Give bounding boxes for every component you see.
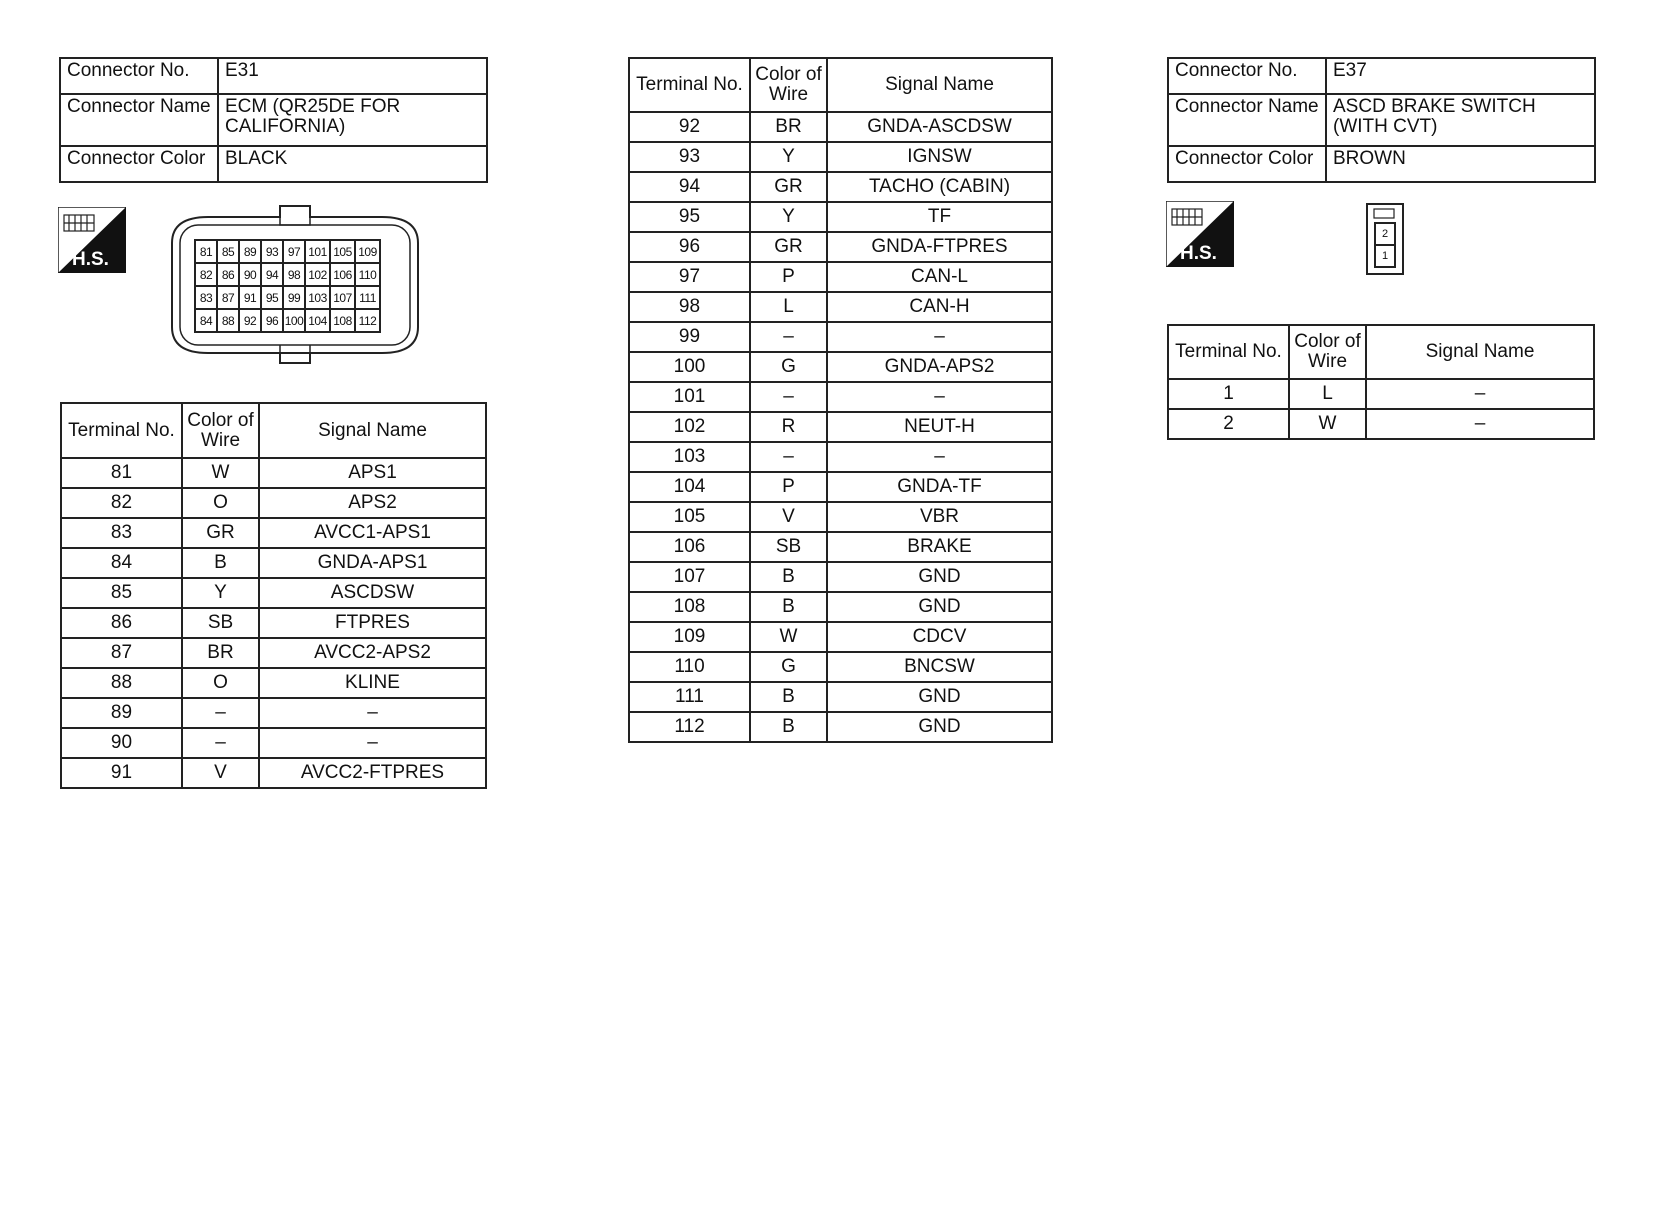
header-terminal-no: Terminal No. — [629, 58, 750, 112]
header-wire-color: Color of Wire — [750, 58, 827, 112]
wire-color-cell: P — [750, 472, 827, 502]
terminal-pin: 96 — [261, 309, 283, 332]
signal-name-cell: VBR — [827, 502, 1052, 532]
harness-side-icon — [58, 207, 126, 273]
terminal-no-cell: 82 — [61, 488, 182, 518]
wire-color-cell: O — [182, 668, 259, 698]
terminal-pin: 102 — [305, 263, 330, 286]
terminal-no-cell: 1 — [1168, 379, 1289, 409]
table-row — [629, 592, 1052, 622]
signal-name-cell: IGNSW — [827, 142, 1052, 172]
terminal-pin: 95 — [261, 286, 283, 309]
table-row — [629, 112, 1052, 142]
wire-color-cell: L — [750, 292, 827, 322]
terminal-no-cell: 94 — [629, 172, 750, 202]
table-row — [61, 728, 486, 758]
table-row — [629, 562, 1052, 592]
table-row — [61, 698, 486, 728]
terminal-pin: 109 — [355, 240, 380, 263]
signal-name-cell: GNDA-TF — [827, 472, 1052, 502]
terminal-grid — [194, 239, 381, 333]
terminal-pin: 91 — [239, 286, 261, 309]
table-row — [629, 262, 1052, 292]
signal-name-cell: APS1 — [259, 458, 486, 488]
signal-name-cell: AVCC2-APS2 — [259, 638, 486, 668]
table-row — [629, 172, 1052, 202]
info-label: Connector No. — [1168, 58, 1326, 94]
terminal-no-cell: 2 — [1168, 409, 1289, 439]
header-signal-name: Signal Name — [827, 58, 1052, 112]
table-row — [61, 578, 486, 608]
signal-name-cell: CAN-H — [827, 292, 1052, 322]
terminal-pin: 107 — [330, 286, 355, 309]
header-wire-color: Color of Wire — [1289, 325, 1366, 379]
terminal-no-cell: 99 — [629, 322, 750, 352]
table-row — [629, 682, 1052, 712]
terminal-no-cell: 109 — [629, 622, 750, 652]
terminal-no-cell: 93 — [629, 142, 750, 172]
terminal-no-cell: 88 — [61, 668, 182, 698]
harness-side-icon — [1166, 201, 1234, 267]
table-row — [629, 502, 1052, 532]
terminal-pin: 94 — [261, 263, 283, 286]
signal-name-cell: AVCC1-APS1 — [259, 518, 486, 548]
connector-face-e37 — [1366, 203, 1404, 275]
info-value: BROWN — [1326, 146, 1595, 182]
header-signal-name: Signal Name — [259, 403, 486, 458]
table-row — [629, 472, 1052, 502]
wire-color-cell: B — [750, 562, 827, 592]
terminal-pin: 84 — [195, 309, 217, 332]
terminal-pin: 103 — [305, 286, 330, 309]
wire-color-cell: B — [182, 548, 259, 578]
signal-name-cell: FTPRES — [259, 608, 486, 638]
terminal-no-cell: 98 — [629, 292, 750, 322]
signal-name-cell: GND — [827, 682, 1052, 712]
terminal-no-cell: 86 — [61, 608, 182, 638]
terminal-pin: 82 — [195, 263, 217, 286]
terminal-pin: 99 — [283, 286, 305, 309]
table-row — [61, 668, 486, 698]
table-row — [61, 608, 486, 638]
terminal-no-cell: 100 — [629, 352, 750, 382]
info-label: Connector No. — [60, 58, 218, 94]
terminal-no-cell: 87 — [61, 638, 182, 668]
terminal-pin: 108 — [330, 309, 355, 332]
signal-name-cell: – — [259, 728, 486, 758]
wire-color-cell: GR — [750, 232, 827, 262]
signal-name-cell: – — [827, 442, 1052, 472]
wire-color-cell: – — [182, 698, 259, 728]
info-row — [1168, 146, 1595, 182]
wire-color-cell: – — [750, 442, 827, 472]
wire-color-cell: – — [750, 382, 827, 412]
connector-info-table-e31 — [59, 57, 488, 183]
signal-name-cell: BRAKE — [827, 532, 1052, 562]
signal-name-cell: KLINE — [259, 668, 486, 698]
table-row — [629, 352, 1052, 382]
wire-color-cell: – — [750, 322, 827, 352]
wire-color-cell: BR — [182, 638, 259, 668]
terminal-pin: 2 — [1375, 223, 1395, 245]
signal-name-cell: – — [827, 382, 1052, 412]
header-wire-color: Color of Wire — [182, 403, 259, 458]
terminal-pin: 87 — [217, 286, 239, 309]
signal-name-cell: BNCSW — [827, 652, 1052, 682]
terminal-pin: 92 — [239, 309, 261, 332]
terminal-no-cell: 95 — [629, 202, 750, 232]
terminal-no-cell: 107 — [629, 562, 750, 592]
terminal-pin: 93 — [261, 240, 283, 263]
signal-name-cell: – — [1366, 409, 1594, 439]
signal-name-cell: GNDA-FTPRES — [827, 232, 1052, 262]
terminal-pin: 110 — [355, 263, 380, 286]
terminal-no-cell: 110 — [629, 652, 750, 682]
wire-color-cell: L — [1289, 379, 1366, 409]
terminal-no-cell: 108 — [629, 592, 750, 622]
signal-name-cell: CDCV — [827, 622, 1052, 652]
signal-name-cell: TF — [827, 202, 1052, 232]
table-row — [629, 442, 1052, 472]
terminal-pin: 111 — [355, 286, 380, 309]
terminal-pin: 88 — [217, 309, 239, 332]
wire-color-cell: R — [750, 412, 827, 442]
terminal-table-e31-continued — [628, 57, 1053, 743]
signal-name-cell: APS2 — [259, 488, 486, 518]
terminal-pin: 98 — [283, 263, 305, 286]
connector-face-e31 — [168, 203, 422, 367]
table-row — [61, 758, 486, 788]
table-row — [629, 202, 1052, 232]
terminal-pin: 89 — [239, 240, 261, 263]
terminal-pin: 1 — [1375, 245, 1395, 267]
terminal-pin: 100 — [283, 309, 305, 332]
terminal-no-cell: 90 — [61, 728, 182, 758]
wire-color-cell: G — [750, 652, 827, 682]
terminal-no-cell: 102 — [629, 412, 750, 442]
signal-name-cell: TACHO (CABIN) — [827, 172, 1052, 202]
terminal-pin: 85 — [217, 240, 239, 263]
info-row — [1168, 58, 1595, 94]
terminal-no-cell: 96 — [629, 232, 750, 262]
table-row — [629, 322, 1052, 352]
wire-color-cell: Y — [182, 578, 259, 608]
signal-name-cell: GNDA-APS1 — [259, 548, 486, 578]
wire-color-cell: V — [750, 502, 827, 532]
wire-color-cell: O — [182, 488, 259, 518]
signal-name-cell: CAN-L — [827, 262, 1052, 292]
table-row — [1168, 409, 1594, 439]
info-row — [1168, 94, 1595, 146]
table-row — [629, 652, 1052, 682]
info-row — [60, 146, 487, 182]
wire-color-cell: Y — [750, 202, 827, 232]
terminal-pin: 104 — [305, 309, 330, 332]
signal-name-cell: ASCDSW — [259, 578, 486, 608]
terminal-grid — [1374, 222, 1396, 268]
terminal-no-cell: 101 — [629, 382, 750, 412]
info-label: Connector Name — [1168, 94, 1326, 146]
wire-color-cell: W — [182, 458, 259, 488]
header-terminal-no: Terminal No. — [61, 403, 182, 458]
terminal-pin: 81 — [195, 240, 217, 263]
table-header-row — [61, 403, 486, 458]
terminal-no-cell: 111 — [629, 682, 750, 712]
table-row — [629, 412, 1052, 442]
terminal-pin: 90 — [239, 263, 261, 286]
signal-name-cell: NEUT-H — [827, 412, 1052, 442]
wire-color-cell: B — [750, 712, 827, 742]
terminal-pin: 86 — [217, 263, 239, 286]
signal-name-cell: GND — [827, 592, 1052, 622]
table-row — [61, 518, 486, 548]
terminal-no-cell: 105 — [629, 502, 750, 532]
terminal-no-cell: 81 — [61, 458, 182, 488]
info-label: Connector Color — [60, 146, 218, 182]
info-row — [60, 94, 487, 146]
signal-name-cell: – — [827, 322, 1052, 352]
terminal-no-cell: 85 — [61, 578, 182, 608]
info-label: Connector Color — [1168, 146, 1326, 182]
table-row — [629, 712, 1052, 742]
wire-color-cell: P — [750, 262, 827, 292]
info-value: ECM (QR25DE FOR CALIFORNIA) — [218, 94, 487, 146]
wire-color-cell: B — [750, 682, 827, 712]
info-value: E37 — [1326, 58, 1595, 94]
wire-color-cell: GR — [182, 518, 259, 548]
terminal-no-cell: 92 — [629, 112, 750, 142]
table-header-row — [1168, 325, 1594, 379]
terminal-no-cell: 91 — [61, 758, 182, 788]
terminal-no-cell: 104 — [629, 472, 750, 502]
info-value: BLACK — [218, 146, 487, 182]
signal-name-cell: GNDA-ASCDSW — [827, 112, 1052, 142]
terminal-pin: 83 — [195, 286, 217, 309]
wire-color-cell: SB — [750, 532, 827, 562]
info-row — [60, 58, 487, 94]
info-value: E31 — [218, 58, 487, 94]
signal-name-cell: – — [259, 698, 486, 728]
terminal-pin: 105 — [330, 240, 355, 263]
header-terminal-no: Terminal No. — [1168, 325, 1289, 379]
terminal-pin: 106 — [330, 263, 355, 286]
table-header-row — [629, 58, 1052, 112]
table-row — [629, 232, 1052, 262]
header-signal-name: Signal Name — [1366, 325, 1594, 379]
terminal-pin: 112 — [355, 309, 380, 332]
table-row — [61, 638, 486, 668]
signal-name-cell: GNDA-APS2 — [827, 352, 1052, 382]
terminal-no-cell: 89 — [61, 698, 182, 728]
wire-color-cell: W — [1289, 409, 1366, 439]
terminal-no-cell: 97 — [629, 262, 750, 292]
terminal-no-cell: 84 — [61, 548, 182, 578]
wire-color-cell: Y — [750, 142, 827, 172]
table-row — [629, 382, 1052, 412]
wire-color-cell: SB — [182, 608, 259, 638]
table-row — [629, 532, 1052, 562]
signal-name-cell: GND — [827, 562, 1052, 592]
signal-name-cell: GND — [827, 712, 1052, 742]
table-row — [61, 458, 486, 488]
signal-name-cell: – — [1366, 379, 1594, 409]
table-row — [1168, 379, 1594, 409]
hs-label: H.S. — [1180, 243, 1217, 264]
table-row — [629, 292, 1052, 322]
wire-color-cell: W — [750, 622, 827, 652]
signal-name-cell: AVCC2-FTPRES — [259, 758, 486, 788]
wire-color-cell: GR — [750, 172, 827, 202]
info-value: ASCD BRAKE SWITCH (WITH CVT) — [1326, 94, 1595, 146]
wire-color-cell: B — [750, 592, 827, 622]
terminal-no-cell: 112 — [629, 712, 750, 742]
terminal-no-cell: 106 — [629, 532, 750, 562]
terminal-table-e31 — [60, 402, 487, 789]
hs-label: H.S. — [72, 249, 109, 270]
wire-color-cell: BR — [750, 112, 827, 142]
terminal-no-cell: 83 — [61, 518, 182, 548]
wire-color-cell: – — [182, 728, 259, 758]
info-label: Connector Name — [60, 94, 218, 146]
connector-info-table-e37 — [1167, 57, 1596, 183]
terminal-no-cell: 103 — [629, 442, 750, 472]
table-row — [61, 548, 486, 578]
wire-color-cell: V — [182, 758, 259, 788]
wire-color-cell: G — [750, 352, 827, 382]
table-row — [629, 622, 1052, 652]
table-row — [61, 488, 486, 518]
terminal-pin: 97 — [283, 240, 305, 263]
table-row — [629, 142, 1052, 172]
terminal-table-e37 — [1167, 324, 1595, 440]
terminal-pin: 101 — [305, 240, 330, 263]
